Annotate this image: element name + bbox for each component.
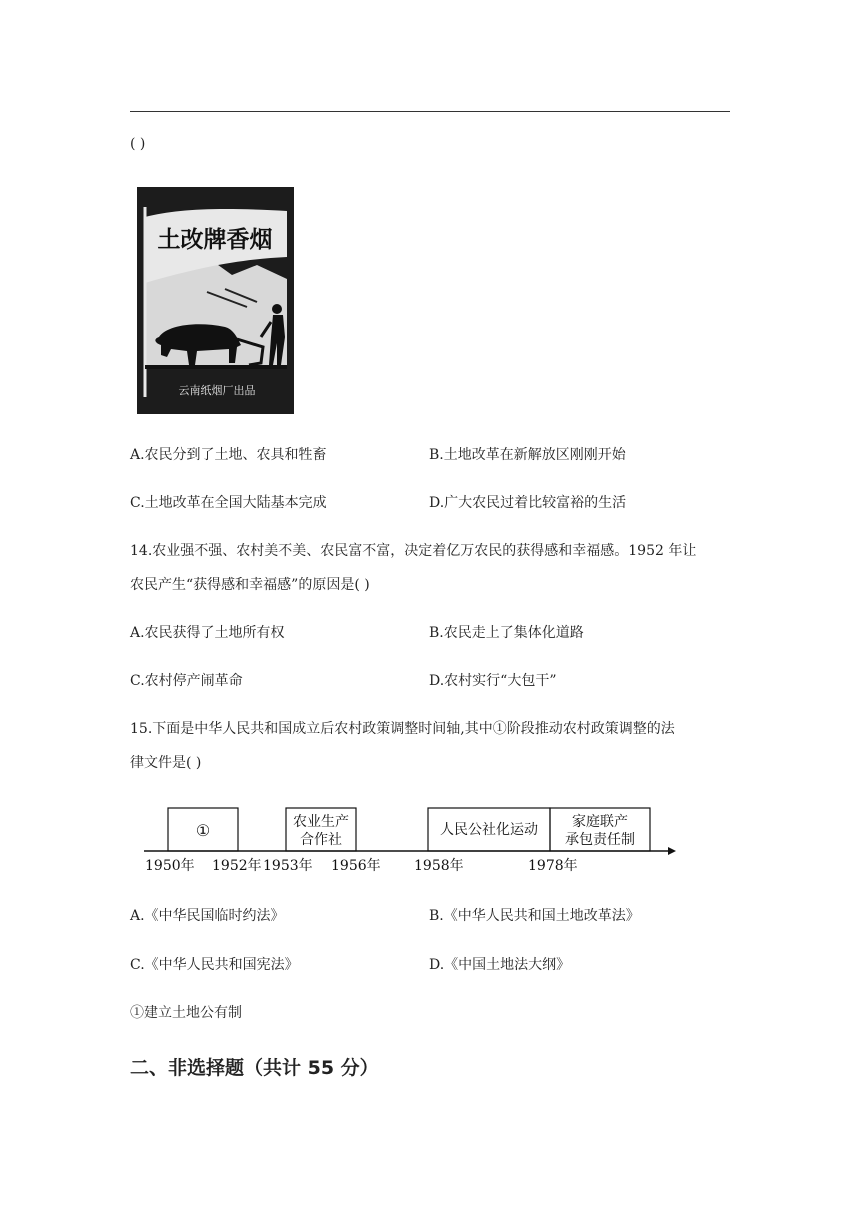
q13-option-d: D.广大农民过着比较富裕的生活 bbox=[429, 495, 627, 511]
q14-option-d: D.农村实行“大包干” bbox=[429, 673, 557, 689]
timeline-year-1953: 1953年 bbox=[263, 858, 313, 874]
poster-ground bbox=[145, 365, 287, 369]
q14-stem-line1: 14.农业强不强、农村美不美、农民富不富，决定着亿万农民的获得感和幸福感。1952 年让 bbox=[130, 543, 697, 559]
timeline-year-1958: 1958年 bbox=[414, 858, 464, 874]
q14-stem-line2: 农民产生“获得感和幸福感”的原因是( ) bbox=[130, 577, 370, 593]
timeline-box-2-line2: 合作社 bbox=[300, 832, 342, 848]
timeline-year-1950: 1950年 bbox=[145, 858, 195, 874]
q15-option-c: C.《中华人民共和国宪法》 bbox=[130, 957, 299, 973]
timeline-box-3-label: 人民公社化运动 bbox=[440, 822, 538, 838]
q14-option-c: C.农村停产闹革命 bbox=[130, 673, 243, 689]
poster-maker: 云南纸烟厂出品 bbox=[178, 384, 256, 397]
q14-option-a: A.农民获得了土地所有权 bbox=[130, 625, 285, 641]
poster-title: 土改牌香烟 bbox=[157, 227, 273, 253]
q15-option-a: A.《中华民国临时约法》 bbox=[130, 908, 285, 924]
timeline-box-4-line2: 承包责任制 bbox=[565, 832, 635, 848]
timeline-box-4-line1: 家庭联产 bbox=[572, 814, 628, 830]
q15-stem-line1: 15.下面是中华人民共和国成立后农村政策调整时间轴,其中①阶段推动农村政策调整的法 bbox=[130, 721, 675, 737]
tugai-cigarette-poster bbox=[137, 187, 294, 414]
policy-timeline bbox=[140, 800, 680, 880]
q13-option-b: B.土地改革在新解放区刚刚开始 bbox=[429, 447, 626, 463]
q13-option-a: A.农民分到了土地、农具和牲畜 bbox=[130, 447, 327, 463]
header-rule bbox=[130, 111, 730, 112]
timeline-box-1-label: ① bbox=[195, 821, 211, 840]
q14-option-b: B.农民走上了集体化道路 bbox=[429, 625, 584, 641]
q13-stem-tail: ( ) bbox=[130, 136, 146, 152]
timeline-year-1978: 1978年 bbox=[528, 858, 578, 874]
section-2-heading: 二、非选择题（共计 55 分） bbox=[130, 1057, 379, 1079]
timeline-arrowhead bbox=[668, 847, 676, 855]
q15-note: ①建立土地公有制 bbox=[130, 1005, 242, 1021]
q15-option-d: D.《中国土地法大纲》 bbox=[429, 957, 571, 973]
timeline-year-1956: 1956年 bbox=[331, 858, 381, 874]
q15-option-b: B.《中华人民共和国土地改革法》 bbox=[429, 908, 640, 924]
timeline-year-1952: 1952年 bbox=[212, 858, 262, 874]
q15-stem-line2: 律文件是( ) bbox=[130, 755, 202, 771]
poster-farmer-head bbox=[272, 304, 282, 314]
timeline-box-2-line1: 农业生产 bbox=[293, 814, 349, 830]
q13-option-c: C.土地改革在全国大陆基本完成 bbox=[130, 495, 327, 511]
